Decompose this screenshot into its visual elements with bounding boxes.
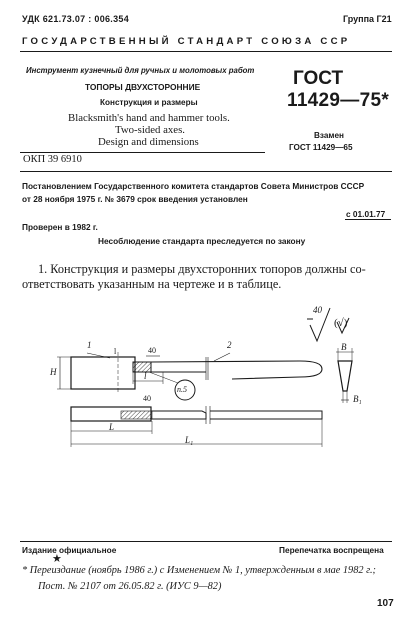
udk-code: УДК 621.73.07 : 006.354 <box>22 14 130 24</box>
label-1: 1 <box>87 340 92 350</box>
axe-side-profile <box>338 361 352 391</box>
gost-number: 11429—75* <box>287 90 390 111</box>
axe-head-top <box>71 357 135 389</box>
english-title-line3: Design and dimensions <box>98 136 199 148</box>
axe-eye <box>133 362 151 372</box>
official-edition: Издание официальное <box>22 545 117 555</box>
roughness-value: 40 <box>313 305 322 315</box>
replaces-value: ГОСТ 11429—65 <box>289 143 353 152</box>
roughness-paren-label: (√) <box>334 317 348 329</box>
english-title-line2: Two-sided axes. <box>115 124 186 136</box>
axe-handle-bottom <box>151 411 206 419</box>
star-icon: ★ <box>52 553 62 565</box>
reprint-prohibited: Перепечатка воспрещена <box>279 545 384 555</box>
standard-subtitle: Конструкция и размеры <box>100 98 198 107</box>
law-warning: Несоблюдение стандарта преследуется по закону <box>98 236 306 246</box>
english-title-line1: Blacksmith's hand and hammer tools. <box>68 112 230 124</box>
category-title: Инструмент кузнечный для ручных и молотовых работ <box>26 66 255 75</box>
footer-rule <box>20 541 392 542</box>
label-40-bottom: 40 <box>143 394 151 403</box>
axe-handle-top <box>151 361 322 379</box>
label-h-small: l <box>114 347 117 356</box>
reissue-note-line2: Пост. № 2107 от 26.05.82 г. (ИУС 9—82) <box>38 581 222 592</box>
replaces-label: Взамен <box>314 131 344 140</box>
label-40-top: 40 <box>148 346 156 355</box>
label-L: L <box>109 422 115 432</box>
decree-line1: Постановлением Государственного комитета стандартов Совета Министров СССР <box>22 181 365 191</box>
label-B1: B₁ <box>353 394 362 404</box>
effective-date: с 01.01.77 <box>346 209 386 219</box>
label-L1: L₁ <box>185 435 194 445</box>
leader-2 <box>214 353 230 361</box>
paragraph-1-line2: ответствовать указанным на чертеже и в таблице. <box>22 277 282 291</box>
state-standard-banner: ГОСУДАРСТВЕННЫЙ СТАНДАРТ СОЮЗА ССР <box>22 36 351 47</box>
gost-label: ГОСТ <box>293 68 344 89</box>
standard-title: ТОПОРЫ ДВУХСТОРОННИЕ <box>85 82 201 92</box>
decree-line2: от 28 ноября 1975 г. № 3679 срок введения установлен <box>22 194 248 204</box>
label-B: B <box>341 342 347 352</box>
paragraph-1-line1: 1. Конструкция и размеры двухсторонних топоров должны со- <box>38 262 366 276</box>
reissue-note-line1: * Переиздание (ноябрь 1986 г.) с Изменением № 1, утвержденным в мае 1982 г.; <box>22 565 376 576</box>
page-number: 107 <box>377 598 394 609</box>
okp-code: ОКП 39 6910 <box>23 154 82 165</box>
label-2: 2 <box>227 340 232 350</box>
detail-callout-label: n.5 <box>177 385 187 394</box>
checked-note: Проверен в 1982 г. <box>22 222 98 232</box>
group-code: Группа Г21 <box>343 14 392 24</box>
label-H: H <box>50 367 57 377</box>
label-l: l <box>144 371 147 381</box>
